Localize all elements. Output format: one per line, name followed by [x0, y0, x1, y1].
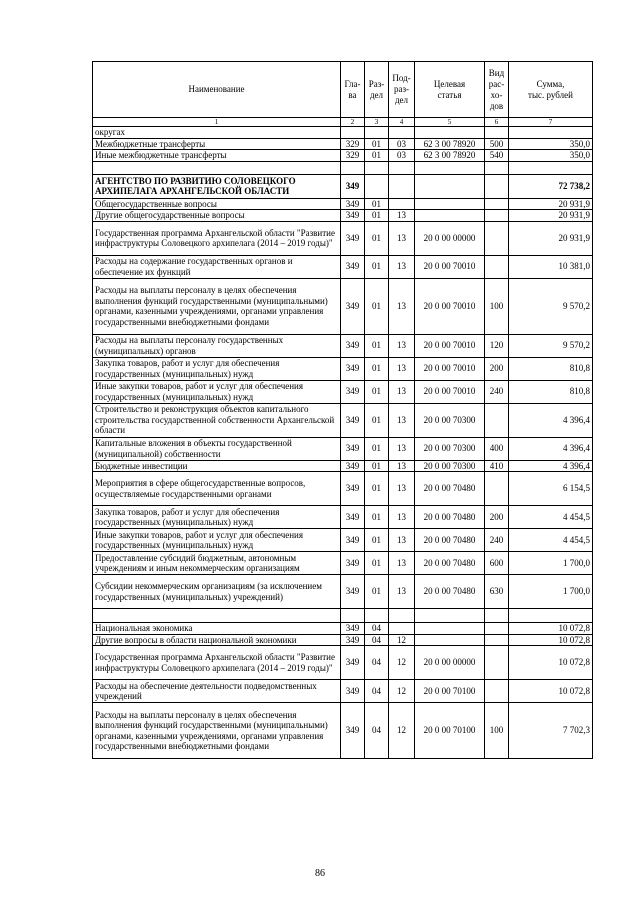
- spacer-row: [93, 609, 593, 623]
- table-row: [93, 210, 593, 222]
- table-row: [93, 380, 593, 403]
- cell-expense-type: [485, 634, 509, 646]
- cell-chapter: 349: [341, 646, 365, 680]
- cell-expense-type: [485, 623, 509, 635]
- cell-amount: 20 931,9: [509, 198, 593, 210]
- cell-chapter: 349: [341, 703, 365, 759]
- cell-target: 20 0 00 70480: [415, 552, 485, 575]
- cell-name: Иные закупки товаров, работ и услуг для обеспечения государственных (муниципальных) нужд: [93, 529, 341, 552]
- cell-subsection: 13: [389, 437, 415, 460]
- cell-expense-type: [485, 127, 509, 139]
- header-subsection: Под- раз- дел: [389, 62, 415, 118]
- cell-subsection: 13: [389, 278, 415, 334]
- table-row: [93, 634, 593, 646]
- cell-amount: 20 931,9: [509, 210, 593, 222]
- column-number: 3: [365, 118, 389, 127]
- cell-chapter: 349: [341, 437, 365, 460]
- cell-amount: 72 738,2: [509, 174, 593, 198]
- cell-expense-type: [485, 161, 509, 174]
- cell-subsection: 13: [389, 334, 415, 357]
- cell-name: Закупка товаров, работ и услуг для обеспечения государственных (муниципальных) нужд: [93, 506, 341, 529]
- cell-subsection: 13: [389, 529, 415, 552]
- cell-chapter: 329: [341, 138, 365, 150]
- cell-section: 04: [365, 623, 389, 635]
- cell-target: [415, 623, 485, 635]
- cell-chapter: [341, 161, 365, 174]
- cell-expense-type: [485, 221, 509, 255]
- cell-amount: 10 072,8: [509, 623, 593, 635]
- cell-amount: 4 396,4: [509, 403, 593, 437]
- cell-name: Государственная программа Архангельской области "Развитие инфраструктуры Соловецкого архипелага (2014 – 2019 годы)": [93, 221, 341, 255]
- cell-target: 20 0 00 00000: [415, 646, 485, 680]
- cell-name: Строительство и реконструкция объектов капитального строительства государственной собственности Архангельской области: [93, 403, 341, 437]
- cell-section: 01: [365, 138, 389, 150]
- header-section: Раз- дел: [365, 62, 389, 118]
- cell-subsection: 03: [389, 138, 415, 150]
- cell-target: [415, 198, 485, 210]
- cell-amount: 9 570,2: [509, 334, 593, 357]
- cell-name: Бюджетные инвестиции: [93, 460, 341, 472]
- cell-name: Иные межбюджетные трансферты: [93, 150, 341, 162]
- cell-subsection: 12: [389, 680, 415, 703]
- cell-expense-type: 540: [485, 150, 509, 162]
- cell-amount: 810,8: [509, 380, 593, 403]
- cell-section: 01: [365, 529, 389, 552]
- header-expense-type: Вид рас- хо- дов: [485, 62, 509, 118]
- cell-name: Иные закупки товаров, работ и услуг для обеспечения государственных (муниципальных) нужд: [93, 380, 341, 403]
- cell-name: Межбюджетные трансферты: [93, 138, 341, 150]
- cell-subsection: 12: [389, 646, 415, 680]
- cell-subsection: 12: [389, 703, 415, 759]
- cell-section: 01: [365, 255, 389, 278]
- cell-expense-type: 500: [485, 138, 509, 150]
- cell-amount: 6 154,5: [509, 472, 593, 506]
- header-target: Целевая статья: [415, 62, 485, 118]
- cell-section: 04: [365, 634, 389, 646]
- cell-amount: 10 072,8: [509, 680, 593, 703]
- cell-name: [93, 161, 341, 174]
- cell-amount: 10 381,0: [509, 255, 593, 278]
- table-row: [93, 460, 593, 472]
- table-row: [93, 506, 593, 529]
- cell-chapter: 349: [341, 278, 365, 334]
- cell-target: [415, 609, 485, 623]
- cell-subsection: 13: [389, 460, 415, 472]
- cell-chapter: [341, 127, 365, 139]
- cell-chapter: 349: [341, 529, 365, 552]
- cell-expense-type: 240: [485, 380, 509, 403]
- cell-subsection: [389, 623, 415, 635]
- cell-subsection: 13: [389, 210, 415, 222]
- cell-section: 01: [365, 221, 389, 255]
- table-row: [93, 174, 593, 198]
- table-row: [93, 437, 593, 460]
- spacer-row: [93, 161, 593, 174]
- cell-amount: 7 702,3: [509, 703, 593, 759]
- cell-chapter: 349: [341, 623, 365, 635]
- column-number: 7: [509, 118, 593, 127]
- cell-target: 20 0 00 70480: [415, 472, 485, 506]
- cell-section: [365, 127, 389, 139]
- cell-subsection: [389, 174, 415, 198]
- cell-amount: 10 072,8: [509, 646, 593, 680]
- cell-chapter: 349: [341, 174, 365, 198]
- column-number: 1: [93, 118, 341, 127]
- cell-expense-type: 200: [485, 506, 509, 529]
- cell-name: Расходы на выплаты персоналу в целях обеспечения выполнения функций государственными (муниципальными) органами, казенными учреждениями, органами управления государственными внебюджетными фондами: [93, 703, 341, 759]
- cell-subsection: [389, 127, 415, 139]
- cell-chapter: 349: [341, 334, 365, 357]
- cell-subsection: 13: [389, 255, 415, 278]
- cell-name: Расходы на выплаты персоналу в целях обеспечения выполнения функций государственными (муниципальными) органами, казенными учреждениями, органами управления государственными внебюджетными фондами: [93, 278, 341, 334]
- cell-expense-type: [485, 198, 509, 210]
- cell-section: 04: [365, 680, 389, 703]
- column-number: 5: [415, 118, 485, 127]
- cell-subsection: 12: [389, 634, 415, 646]
- cell-section: 01: [365, 150, 389, 162]
- cell-chapter: 349: [341, 255, 365, 278]
- table-row: [93, 150, 593, 162]
- cell-name: Другие вопросы в области национальной экономики: [93, 634, 341, 646]
- cell-chapter: 349: [341, 680, 365, 703]
- cell-amount: 810,8: [509, 357, 593, 380]
- cell-expense-type: [485, 472, 509, 506]
- cell-target: 20 0 00 70100: [415, 680, 485, 703]
- cell-target: 62 3 00 78920: [415, 138, 485, 150]
- table-row: [93, 403, 593, 437]
- cell-chapter: 349: [341, 506, 365, 529]
- cell-section: 01: [365, 210, 389, 222]
- cell-expense-type: 240: [485, 529, 509, 552]
- header-chapter: Гла- ва: [341, 62, 365, 118]
- cell-target: 20 0 00 70480: [415, 529, 485, 552]
- cell-expense-type: 120: [485, 334, 509, 357]
- cell-subsection: 13: [389, 472, 415, 506]
- cell-section: 04: [365, 646, 389, 680]
- cell-name: Другие общегосударственные вопросы: [93, 210, 341, 222]
- cell-section: 01: [365, 460, 389, 472]
- cell-name: Предоставление субсидий бюджетным, автономным учреждениям и иным некоммерческим организациям: [93, 552, 341, 575]
- cell-expense-type: [485, 403, 509, 437]
- cell-expense-type: 100: [485, 703, 509, 759]
- cell-target: 20 0 00 70100: [415, 703, 485, 759]
- cell-subsection: 13: [389, 575, 415, 609]
- cell-name: [93, 609, 341, 623]
- cell-section: 04: [365, 703, 389, 759]
- cell-amount: [509, 161, 593, 174]
- cell-chapter: [341, 609, 365, 623]
- table-row: [93, 552, 593, 575]
- cell-subsection: [389, 161, 415, 174]
- cell-amount: [509, 127, 593, 139]
- header-name: Наименование: [93, 62, 341, 118]
- table-row: [93, 623, 593, 635]
- cell-amount: 10 072,8: [509, 634, 593, 646]
- cell-section: 01: [365, 198, 389, 210]
- cell-expense-type: [485, 646, 509, 680]
- cell-amount: 20 931,9: [509, 221, 593, 255]
- cell-section: 01: [365, 437, 389, 460]
- cell-name: округах: [93, 127, 341, 139]
- cell-amount: 4 396,4: [509, 437, 593, 460]
- header-amount: Сумма, тыс. рублей: [509, 62, 593, 118]
- cell-chapter: 349: [341, 472, 365, 506]
- table-row: [93, 255, 593, 278]
- cell-section: 01: [365, 403, 389, 437]
- cell-amount: 350,0: [509, 138, 593, 150]
- cell-name: Капитальные вложения в объекты государственной (муниципальной) собственности: [93, 437, 341, 460]
- cell-target: 20 0 00 00000: [415, 221, 485, 255]
- table-row: [93, 357, 593, 380]
- table-row: [93, 703, 593, 759]
- cell-expense-type: 100: [485, 278, 509, 334]
- cell-amount: 4 396,4: [509, 460, 593, 472]
- cell-expense-type: 200: [485, 357, 509, 380]
- cell-amount: 4 454,5: [509, 506, 593, 529]
- cell-name: Общегосударственные вопросы: [93, 198, 341, 210]
- table-row: [93, 680, 593, 703]
- cell-target: [415, 127, 485, 139]
- cell-chapter: 349: [341, 198, 365, 210]
- table-row: [93, 646, 593, 680]
- cell-expense-type: 410: [485, 460, 509, 472]
- cell-amount: 1 700,0: [509, 575, 593, 609]
- table-row: [93, 472, 593, 506]
- cell-target: 20 0 00 70010: [415, 334, 485, 357]
- cell-expense-type: [485, 174, 509, 198]
- cell-target: [415, 174, 485, 198]
- cell-section: [365, 174, 389, 198]
- cell-name: Закупка товаров, работ и услуг для обеспечения государственных (муниципальных) нужд: [93, 357, 341, 380]
- budget-table: [92, 61, 593, 759]
- table-row: [93, 334, 593, 357]
- cell-target: 20 0 00 70480: [415, 506, 485, 529]
- cell-amount: 9 570,2: [509, 278, 593, 334]
- cell-target: 62 3 00 78920: [415, 150, 485, 162]
- cell-target: 20 0 00 70300: [415, 403, 485, 437]
- cell-target: 20 0 00 70300: [415, 460, 485, 472]
- cell-section: 01: [365, 278, 389, 334]
- cell-chapter: 349: [341, 221, 365, 255]
- cell-expense-type: [485, 255, 509, 278]
- table-row: [93, 575, 593, 609]
- cell-target: [415, 634, 485, 646]
- table-row: [93, 278, 593, 334]
- cell-name: Расходы на содержание государственных органов и обеспечение их функций: [93, 255, 341, 278]
- cell-chapter: 349: [341, 634, 365, 646]
- cell-target: 20 0 00 70480: [415, 575, 485, 609]
- cell-subsection: [389, 609, 415, 623]
- cell-section: 01: [365, 380, 389, 403]
- cell-section: 01: [365, 575, 389, 609]
- column-number: 6: [485, 118, 509, 127]
- cell-expense-type: [485, 210, 509, 222]
- table-row: [93, 138, 593, 150]
- table-row: [93, 221, 593, 255]
- page-number: 86: [315, 868, 325, 879]
- cell-expense-type: 400: [485, 437, 509, 460]
- cell-subsection: 03: [389, 150, 415, 162]
- table-row: [93, 127, 593, 139]
- cell-subsection: 13: [389, 357, 415, 380]
- cell-amount: [509, 609, 593, 623]
- cell-target: 20 0 00 70010: [415, 380, 485, 403]
- cell-chapter: 349: [341, 552, 365, 575]
- cell-section: 01: [365, 472, 389, 506]
- cell-name: Расходы на выплаты персоналу государственных (муниципальных) органов: [93, 334, 341, 357]
- cell-subsection: [389, 198, 415, 210]
- column-number: 2: [341, 118, 365, 127]
- cell-expense-type: 630: [485, 575, 509, 609]
- cell-section: [365, 609, 389, 623]
- cell-subsection: 13: [389, 506, 415, 529]
- cell-target: [415, 210, 485, 222]
- cell-chapter: 329: [341, 150, 365, 162]
- cell-amount: 1 700,0: [509, 552, 593, 575]
- cell-subsection: 13: [389, 221, 415, 255]
- cell-subsection: 13: [389, 403, 415, 437]
- cell-section: 01: [365, 334, 389, 357]
- table-row: [93, 198, 593, 210]
- cell-section: [365, 161, 389, 174]
- cell-target: 20 0 00 70010: [415, 357, 485, 380]
- cell-name: Государственная программа Архангельской области "Развитие инфраструктуры Соловецкого архипелага (2014 – 2019 годы)": [93, 646, 341, 680]
- cell-chapter: 349: [341, 575, 365, 609]
- cell-chapter: 349: [341, 380, 365, 403]
- cell-chapter: 349: [341, 357, 365, 380]
- column-number: 4: [389, 118, 415, 127]
- cell-expense-type: 600: [485, 552, 509, 575]
- cell-name: Расходы на обеспечение деятельности подведомственных учреждений: [93, 680, 341, 703]
- cell-target: 20 0 00 70300: [415, 437, 485, 460]
- cell-name: Мероприятия в сфере общегосударственные вопросов, осуществляемые государственными органами: [93, 472, 341, 506]
- cell-target: 20 0 00 70010: [415, 255, 485, 278]
- cell-subsection: 13: [389, 552, 415, 575]
- cell-name: Субсидии некоммерческим организациям (за исключением государственных (муниципальных) учреждений): [93, 575, 341, 609]
- table-row: [93, 529, 593, 552]
- cell-expense-type: [485, 680, 509, 703]
- cell-amount: 4 454,5: [509, 529, 593, 552]
- cell-target: [415, 161, 485, 174]
- cell-name: Национальная экономика: [93, 623, 341, 635]
- header-row: [93, 62, 593, 118]
- cell-section: 01: [365, 357, 389, 380]
- cell-target: 20 0 00 70010: [415, 278, 485, 334]
- cell-section: 01: [365, 506, 389, 529]
- table-body: [93, 127, 593, 759]
- cell-chapter: 349: [341, 210, 365, 222]
- cell-name: АГЕНТСТВО ПО РАЗВИТИЮ СОЛОВЕЦКОГО АРХИПЕЛАГА АРХАНГЕЛЬСКОЙ ОБЛАСТИ: [93, 174, 341, 198]
- budget-table-sheet: [92, 61, 592, 759]
- column-number-row: [93, 118, 593, 127]
- cell-chapter: 349: [341, 460, 365, 472]
- cell-chapter: 349: [341, 403, 365, 437]
- cell-expense-type: [485, 609, 509, 623]
- cell-section: 01: [365, 552, 389, 575]
- cell-amount: 350,0: [509, 150, 593, 162]
- cell-subsection: 13: [389, 380, 415, 403]
